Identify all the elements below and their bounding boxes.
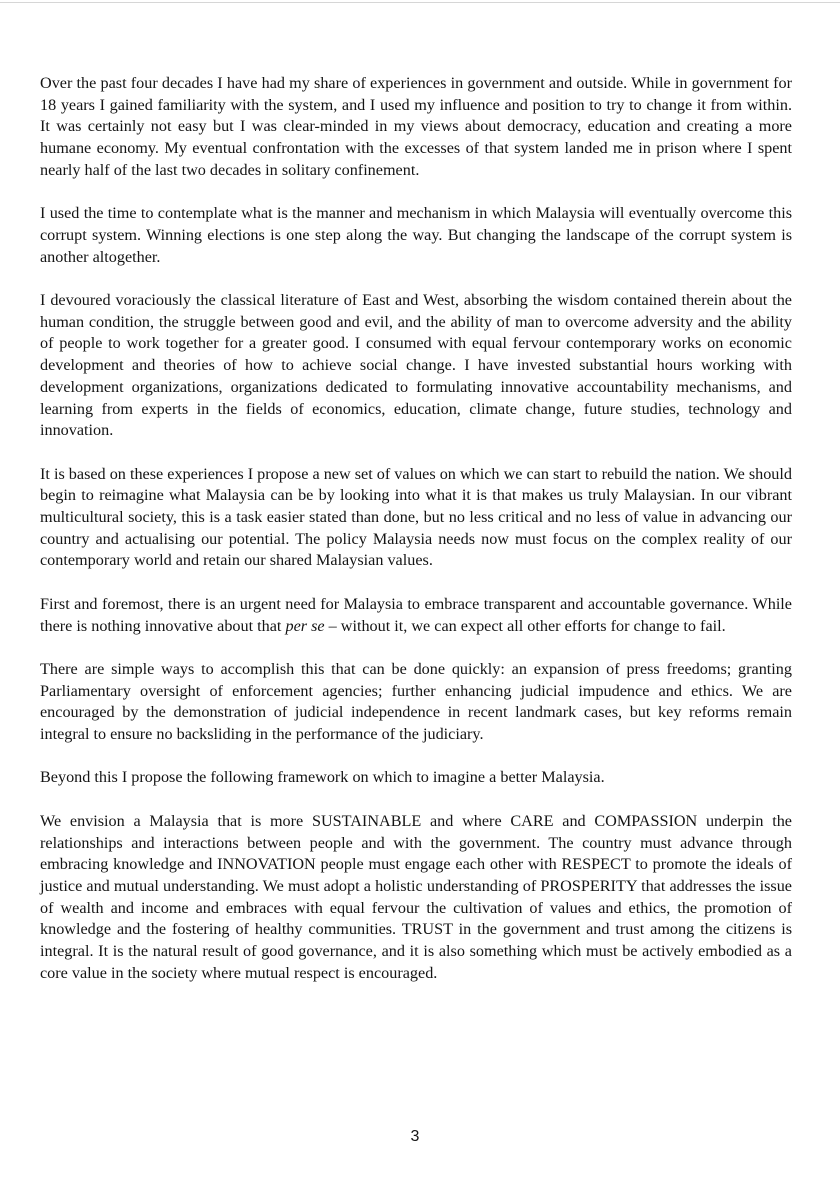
governance-text-start: First and foremost, there is an urgent need for Malaysia to embrace transparent and accountable governance. While there is nothing innovative about that [40, 594, 792, 635]
paragraph-vision: We envision a Malaysia that is more SUSTAINABLE and where CARE and COMPASSION underpin the relationships and interactions between people and with the government. The country must advance through embracing knowledge and INNOVATION people must engage each other with RESPECT to promote the ideals of justice and mutual understanding. We must adopt a holistic understanding of PROSPERITY that addresses the issue of wealth and income and embraces with equal fervour the cultivation of values and ethics, the promotion of knowledge and the fostering of healthy communities. TRUST in the government and trust among the citizens is integral. It is the natural result of good governance, and it is also something which must be actively embodied as a core value in the society where mutual respect is encouraged. [40, 811, 792, 982]
top-edge-rule [0, 2, 840, 3]
body-text [40, 73, 792, 984]
paragraph-experience: Over the past four decades I have had my share of experiences in government and outside. While in government for 18 years I gained familiarity with the system, and I used my influence and position to try to change it from within. It was certainly not easy but I was clear-minded in my views about democracy, education and creating a more humane economy. My eventual confrontation with the excesses of that system landed me in prison where I spent nearly half of the last two decades in solitary confinement. [40, 74, 792, 179]
page-number: 3 [410, 1128, 420, 1145]
paragraph-governance [40, 594, 792, 637]
paragraph-framework-intro: Beyond this I propose the following framework on which to imagine a better Malaysia. [40, 768, 605, 787]
paragraph-literature: I devoured voraciously the classical literature of East and West, absorbing the wisdom contained therein about the human condition, the struggle between good and evil, and the ability of man to overcome adversity and the ability of people to work together for a greater good. I consumed with equal fervour contemporary works on economic development and theories of how to achieve social change. I have invested substantial hours working with development organizations, organizations dedicated to formulating innovative accountability mechanisms, and learning from experts in the fields of economics, education, climate change, future studies, technology and innovation. [40, 291, 792, 440]
paragraph-reforms: There are simple ways to accomplish this that can be done quickly: an expansion of press freedoms; granting Parliamentary oversight of enforcement agencies; further enhancing judicial impudence and ethics. We are encouraged by the demonstration of judicial independence in recent landmark cases, but key reforms remain integral to ensure no backsliding in the performance of the judiciary. [40, 659, 792, 744]
paragraph-new-values: It is based on these experiences I propose a new set of values on which we can start to rebuild the nation. We should begin to reimagine what Malaysia can be by looking into what it is that makes us truly Malaysian. In our vibrant multicultural society, this is a task easier stated than done, but no less critical and no less of value in advancing our country and actualising our potential. The policy Malaysia needs now must focus on the complex reality of our contemporary world and retain our shared Malaysian values. [40, 464, 792, 570]
paragraph-contemplation: I used the time to contemplate what is the manner and mechanism in which Malaysia will eventually overcome this corrupt system. Winning elections is one step along the way. But changing the landscape of the corrupt system is another altogether. [40, 204, 792, 266]
governance-text-end: – without it, we can expect all other efforts for change to fail. [324, 616, 726, 635]
governance-italic-term: per se [285, 616, 325, 635]
